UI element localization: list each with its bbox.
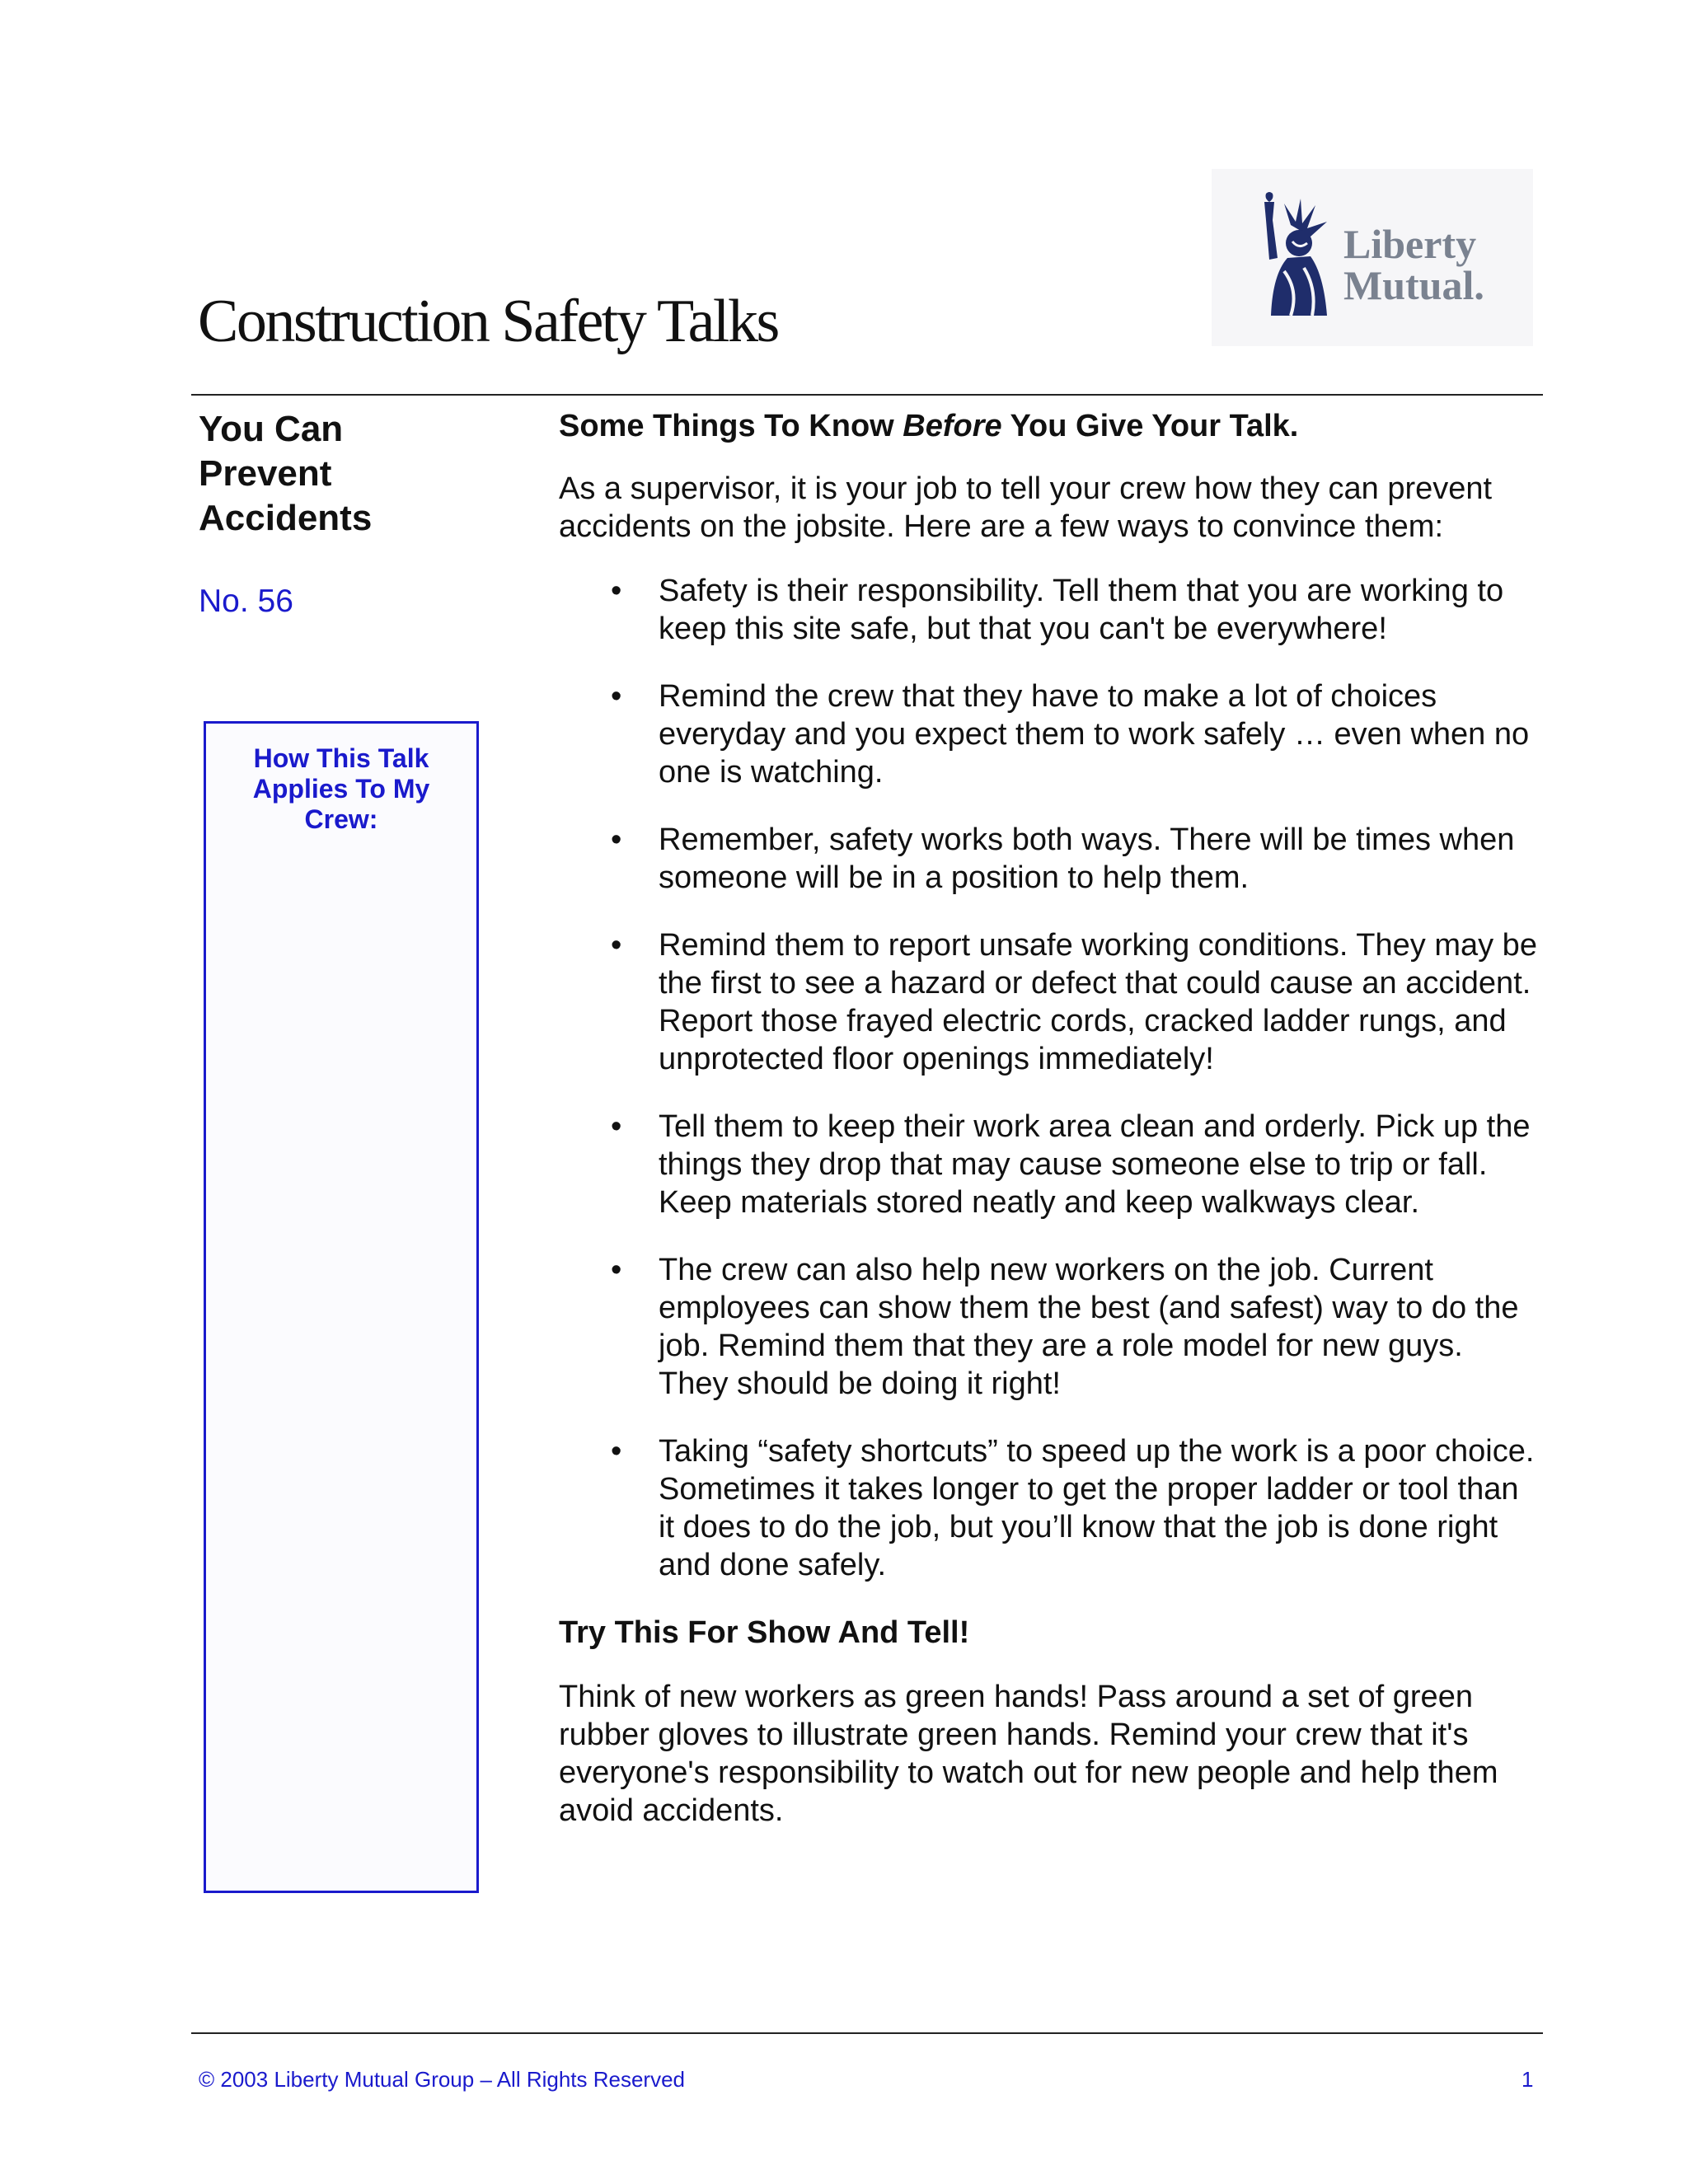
bullet-icon: • — [611, 928, 622, 963]
list-item-text: The crew can also help new workers on the job. Current employees can show them the best (and safest) way to do the job. Remind them that they are a role model for new guys. They should be doing it right! — [659, 1253, 1519, 1401]
crew-notes-label-line: How This Talk — [253, 743, 429, 773]
bullet-icon: • — [611, 1253, 622, 1287]
logo-word-liberty: Liberty — [1343, 221, 1477, 267]
intro-paragraph: As a supervisor, it is your job to tell your crew how they can prevent accidents on the jobsite. Here are a few ways to convince them: — [559, 471, 1493, 544]
list-item — [559, 821, 1540, 897]
crew-notes-box — [204, 721, 479, 1893]
talk-body — [559, 407, 1540, 1830]
talk-title-line: Accidents — [199, 498, 373, 538]
list-item-text: Remember, safety works both ways. There will be times when someone will be in a position to help them. — [659, 823, 1515, 895]
list-item — [559, 572, 1540, 648]
liberty-mutual-logo — [1212, 169, 1533, 346]
bullet-icon: • — [611, 823, 622, 857]
heading-emphasis: Before — [903, 409, 1002, 443]
list-item — [559, 1251, 1540, 1403]
copyright-notice: © 2003 Liberty Mutual Group – All Rights Reserved — [199, 2067, 686, 2092]
list-item — [559, 1108, 1540, 1221]
bullet-icon: • — [611, 574, 622, 608]
list-item-text: Safety is their responsibility. Tell them that you are working to keep this site safe, but that you can't be everywhere! — [659, 574, 1504, 646]
heading-part: Some Things To Know — [559, 409, 903, 443]
bullet-icon: • — [611, 679, 622, 714]
bullet-icon: • — [611, 1434, 622, 1469]
talk-title — [199, 407, 479, 541]
header-divider — [191, 394, 1543, 396]
section-heading-show-and-tell: Try This For Show And Tell! — [559, 1615, 970, 1650]
heading-part: You Give Your Talk. — [1001, 409, 1299, 443]
footer-divider — [191, 2032, 1543, 2034]
crew-notes-label-line: Applies To My — [252, 774, 430, 804]
list-item — [559, 926, 1540, 1078]
logo-word-mutual: Mutual. — [1343, 262, 1484, 308]
list-item-text: Tell them to keep their work area clean and orderly. Pick up the things they drop that may cause someone else to trip or fall. Keep materials stored neatly and keep walkways clear. — [659, 1109, 1531, 1220]
page-number: 1 — [1522, 2067, 1534, 2092]
talk-title-line: You Can — [199, 409, 344, 449]
list-item-text: Taking “safety shortcuts” to speed up the work is a poor choice. Sometimes it takes longer to get the proper ladder or tool than it does to do the job, but you’ll know that the job is done right and done safely. — [659, 1434, 1535, 1582]
document-title: Construction Safety Talks — [198, 288, 778, 355]
crew-notes-label-line: Crew: — [304, 804, 378, 834]
list-item — [559, 1432, 1540, 1584]
list-item-text: Remind the crew that they have to make a lot of choices everyday and you expect them to work safely … even when no one is watching. — [659, 679, 1530, 790]
show-and-tell-paragraph: Think of new workers as green hands! Pass around a set of green rubber gloves to illustrate green hands. Remind your crew that it's everyone's responsibility to watch out for new people and help them avoid accidents. — [559, 1680, 1498, 1828]
talk-title-line: Prevent — [199, 453, 332, 494]
tips-list — [559, 572, 1540, 1584]
section-heading-before-talk — [559, 407, 1540, 445]
talk-number: No. 56 — [199, 583, 293, 619]
statue-of-liberty-logo-icon — [1241, 192, 1340, 324]
list-item-text: Remind them to report unsafe working conditions. They may be the first to see a hazard or defect that could cause an accident. Report those frayed electric cords, cracked ladder rungs, and unprotected floor openings immediately! — [659, 928, 1537, 1076]
bullet-icon: • — [611, 1109, 622, 1144]
crew-notes-label — [214, 743, 468, 835]
list-item — [559, 677, 1540, 791]
